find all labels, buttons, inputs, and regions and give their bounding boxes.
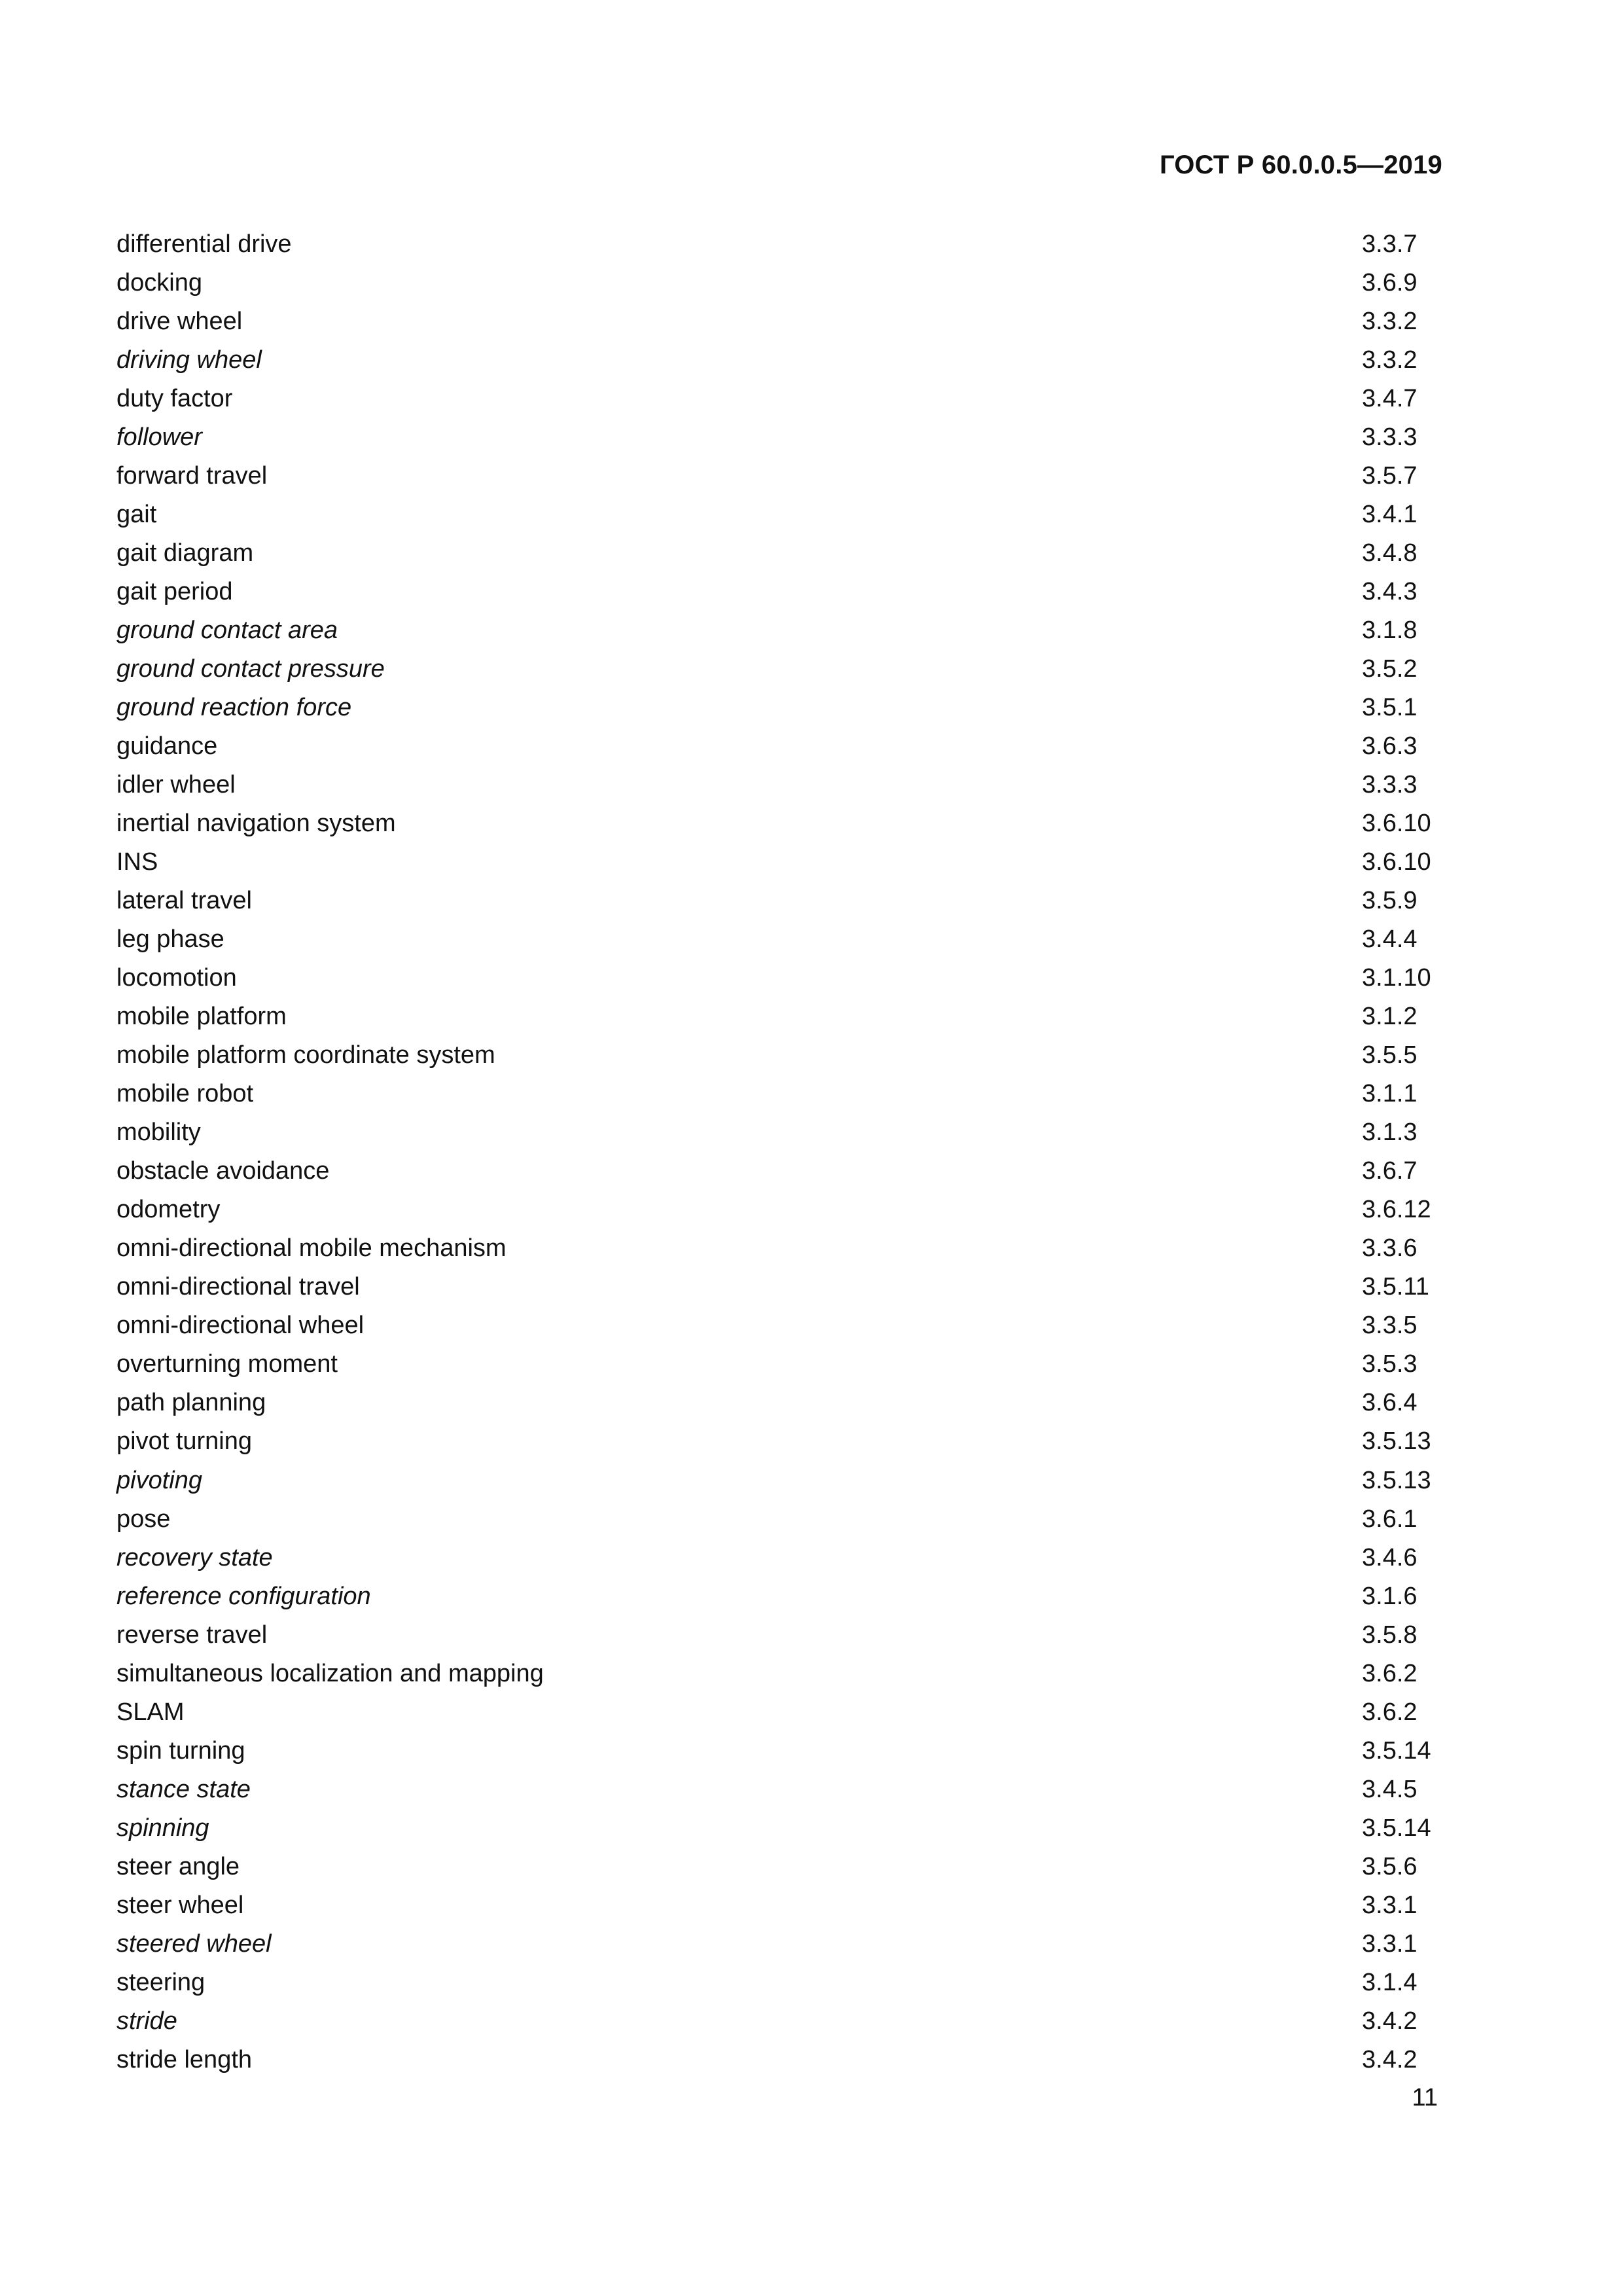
index-term: steer angle [116, 1852, 240, 1880]
page-header-standard-designation: ГОСТ Р 60.0.0.5—2019 [1159, 151, 1442, 179]
index-entry-row [116, 1500, 1442, 1539]
index-entry-row [116, 1809, 1442, 1848]
index-entry-row [116, 1732, 1442, 1770]
index-entry-row [116, 804, 1442, 843]
index-section-reference: 3.6.3 [1362, 732, 1418, 761]
index-term: reference configuration [116, 1582, 371, 1610]
index-section-reference: 3.5.1 [1362, 694, 1418, 722]
index-term: gait [116, 501, 157, 529]
index-term: mobility [116, 1119, 201, 1147]
index-section-reference: 3.5.2 [1362, 655, 1418, 683]
index-entry-row [116, 302, 1442, 341]
index-term: duty factor [116, 385, 233, 413]
index-section-reference: 3.1.4 [1362, 1968, 1418, 1996]
index-section-reference: 3.5.13 [1362, 1466, 1431, 1494]
index-section-reference: 3.5.14 [1362, 1736, 1431, 1765]
index-term: forward travel [116, 462, 268, 490]
index-term: pose [116, 1505, 171, 1533]
index-section-reference: 3.4.5 [1362, 1775, 1418, 1803]
index-entry-row [116, 1925, 1442, 1964]
index-term: omni-directional wheel [116, 1312, 365, 1340]
index-term: differential drive [116, 230, 292, 258]
index-section-reference: 3.6.10 [1362, 848, 1431, 876]
index-entry-row [116, 534, 1442, 573]
index-term: spinning [116, 1814, 209, 1842]
index-section-reference: 3.3.1 [1362, 1891, 1418, 1919]
index-entry-row [116, 1306, 1442, 1345]
index-entry-row [116, 573, 1442, 611]
index-term: mobile platform coordinate system [116, 1041, 495, 1069]
index-section-reference: 3.6.1 [1362, 1505, 1418, 1533]
index-section-reference: 3.4.4 [1362, 925, 1418, 954]
index-entry-row [116, 1848, 1442, 1886]
index-section-reference: 3.3.7 [1362, 230, 1418, 258]
index-term: docking [116, 269, 202, 297]
index-entry-row [116, 1693, 1442, 1732]
index-term: mobile platform [116, 1003, 287, 1031]
index-entry-row [116, 1655, 1442, 1693]
index-term: ground contact area [116, 617, 338, 645]
index-term: steered wheel [116, 1929, 272, 1958]
index-term: follower [116, 423, 202, 452]
index-entry-row [116, 2041, 1442, 2079]
index-term: lateral travel [116, 887, 252, 915]
index-entry-row [116, 882, 1442, 920]
index-term: gait diagram [116, 539, 254, 567]
index-section-reference: 3.3.1 [1362, 1929, 1418, 1958]
index-section-reference: 3.4.3 [1362, 578, 1418, 606]
index-term: ground contact pressure [116, 655, 385, 683]
index-entry-row [116, 611, 1442, 650]
index-entry-row [116, 418, 1442, 457]
index-entry-row [116, 457, 1442, 495]
index-entry-row [116, 650, 1442, 689]
index-entry-row [116, 1075, 1442, 1113]
index-entry-row [116, 225, 1442, 264]
index-term: spin turning [116, 1736, 245, 1765]
index-section-reference: 3.1.8 [1362, 617, 1418, 645]
index-entry-row [116, 920, 1442, 959]
index-section-reference: 3.5.8 [1362, 1621, 1418, 1649]
index-section-reference: 3.4.2 [1362, 2045, 1418, 2073]
index-section-reference: 3.3.5 [1362, 1312, 1418, 1340]
index-section-reference: 3.4.7 [1362, 385, 1418, 413]
index-entry-row [116, 1886, 1442, 1925]
index-section-reference: 3.1.6 [1362, 1582, 1418, 1610]
index-entry-row [116, 843, 1442, 882]
index-section-reference: 3.3.2 [1362, 308, 1418, 336]
index-entry-row [116, 689, 1442, 727]
index-term: odometry [116, 1196, 221, 1224]
index-section-reference: 3.5.11 [1362, 1273, 1429, 1301]
index-entry-row [116, 997, 1442, 1036]
index-term: SLAM [116, 1698, 185, 1726]
index-section-reference: 3.6.4 [1362, 1389, 1418, 1417]
index-section-reference: 3.3.3 [1362, 423, 1418, 452]
index-section-reference: 3.3.2 [1362, 346, 1418, 374]
index-section-reference: 3.6.2 [1362, 1698, 1418, 1726]
index-section-reference: 3.5.13 [1362, 1427, 1431, 1456]
index-section-reference: 3.6.10 [1362, 810, 1431, 838]
index-entry-row [116, 1577, 1442, 1616]
index-term: omni-directional travel [116, 1273, 360, 1301]
index-term: omni-directional mobile mechanism [116, 1234, 507, 1263]
index-term: idler wheel [116, 771, 236, 799]
index-section-reference: 3.6.2 [1362, 1659, 1418, 1687]
index-section-reference: 3.5.3 [1362, 1350, 1418, 1378]
index-entry-row [116, 264, 1442, 302]
index-entry-row [116, 1113, 1442, 1152]
index-term: steering [116, 1968, 205, 1996]
index-term: pivot turning [116, 1427, 253, 1456]
index-section-reference: 3.1.3 [1362, 1119, 1418, 1147]
index-section-reference: 3.5.6 [1362, 1852, 1418, 1880]
index-entry-row [116, 1422, 1442, 1461]
index-term: locomotion [116, 964, 237, 992]
index-entry-row [116, 495, 1442, 534]
index-term: recovery state [116, 1543, 273, 1571]
index-section-reference: 3.6.12 [1362, 1196, 1431, 1224]
index-entry-row [116, 727, 1442, 766]
index-section-reference: 3.6.9 [1362, 269, 1418, 297]
index-entry-row [116, 341, 1442, 380]
index-term: leg phase [116, 925, 224, 954]
index-term: mobile robot [116, 1080, 254, 1108]
index-entry-row [116, 1770, 1442, 1809]
index-entry-row [116, 959, 1442, 997]
index-entry-row [116, 1384, 1442, 1422]
index-term: stride length [116, 2045, 253, 2073]
index-section-reference: 3.4.1 [1362, 501, 1418, 529]
index-entry-row [116, 766, 1442, 804]
index-term: path planning [116, 1389, 266, 1417]
index-section-reference: 3.5.5 [1362, 1041, 1418, 1069]
index-entry-row [116, 1191, 1442, 1229]
alphabetical-term-index [116, 225, 1442, 2079]
index-section-reference: 3.1.10 [1362, 964, 1431, 992]
index-section-reference: 3.5.7 [1362, 462, 1418, 490]
index-entry-row [116, 1036, 1442, 1075]
index-section-reference: 3.3.3 [1362, 771, 1418, 799]
index-entry-row [116, 1229, 1442, 1268]
index-entry-row [116, 1616, 1442, 1655]
index-term: steer wheel [116, 1891, 244, 1919]
index-term: inertial navigation system [116, 810, 396, 838]
index-term: driving wheel [116, 346, 262, 374]
index-section-reference: 3.1.2 [1362, 1003, 1418, 1031]
index-entry-row [116, 1345, 1442, 1384]
index-term: obstacle avoidance [116, 1157, 330, 1185]
index-section-reference: 3.4.2 [1362, 2007, 1418, 2035]
index-entry-row [116, 1268, 1442, 1306]
index-entry-row [116, 2002, 1442, 2041]
index-term: gait period [116, 578, 233, 606]
index-section-reference: 3.5.9 [1362, 887, 1418, 915]
index-entry-row [116, 1462, 1442, 1500]
index-section-reference: 3.5.14 [1362, 1814, 1431, 1842]
index-term: drive wheel [116, 308, 243, 336]
index-section-reference: 3.3.6 [1362, 1234, 1418, 1263]
index-section-reference: 3.4.8 [1362, 539, 1418, 567]
index-term: ground reaction force [116, 694, 352, 722]
index-entry-row [116, 380, 1442, 418]
page-number: 11 [1412, 2084, 1438, 2111]
index-entry-row [116, 1539, 1442, 1577]
index-term: reverse travel [116, 1621, 268, 1649]
index-term: INS [116, 848, 158, 876]
index-entry-row [116, 1964, 1442, 2002]
index-term: stance state [116, 1775, 251, 1803]
index-term: pivoting [116, 1466, 202, 1494]
index-term: guidance [116, 732, 218, 761]
index-section-reference: 3.4.6 [1362, 1543, 1418, 1571]
index-term: simultaneous localization and mapping [116, 1659, 544, 1687]
index-entry-row [116, 1152, 1442, 1191]
index-section-reference: 3.6.7 [1362, 1157, 1418, 1185]
index-section-reference: 3.1.1 [1362, 1080, 1418, 1108]
index-term: overturning moment [116, 1350, 338, 1378]
index-term: stride [116, 2007, 177, 2035]
